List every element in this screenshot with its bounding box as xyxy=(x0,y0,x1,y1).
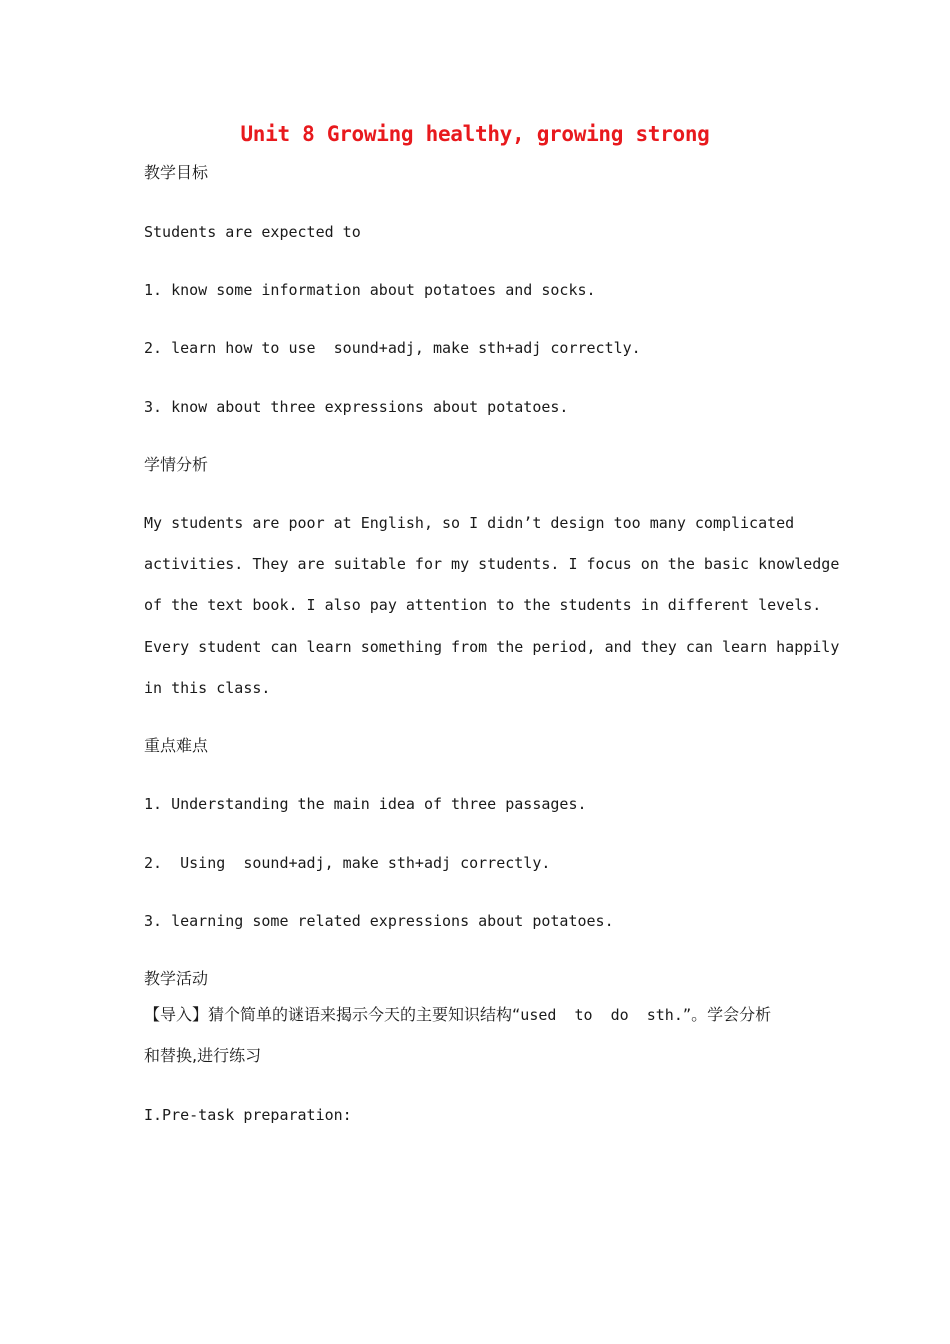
analysis-line: My students are poor at English, so I didn’t design too many complicated xyxy=(144,514,795,532)
analysis-line: of the text book. I also pay attention to the students in different levels. xyxy=(144,596,822,614)
objectives-intro: Students are expected to xyxy=(144,223,361,241)
objectives-heading: 教学目标 xyxy=(144,163,209,182)
key-points-heading: 重点难点 xyxy=(144,736,209,755)
key-point-item: 1. Understanding the main idea of three passages. xyxy=(144,795,587,813)
activities-intro-line2: 和替换,进行练习 xyxy=(144,1046,262,1065)
pre-task-heading: I.Pre-task preparation: xyxy=(144,1106,352,1124)
objective-item: 2. learn how to use sound+adj, make sth+adj correctly. xyxy=(144,339,641,357)
analysis-line: in this class. xyxy=(144,679,271,697)
activities-heading: 教学活动 xyxy=(144,969,209,988)
activities-intro-prefix: 【导入】猜个简单的谜语来揭示今天的主要知识结构“ xyxy=(144,1005,521,1024)
activities-intro-suffix: ”。学会分析 xyxy=(682,1005,772,1024)
key-point-item: 3. learning some related expressions about potatoes. xyxy=(144,912,614,930)
document-title: Unit 8 Growing healthy, growing strong xyxy=(240,122,710,146)
analysis-heading: 学情分析 xyxy=(144,455,209,474)
objective-item: 3. know about three expressions about potatoes. xyxy=(144,398,569,416)
key-point-item: 2. Using sound+adj, make sth+adj correctly. xyxy=(144,854,551,872)
objective-item: 1. know some information about potatoes and socks. xyxy=(144,281,596,299)
activities-intro-code: used to do sth. xyxy=(520,1006,683,1024)
analysis-line: activities. They are suitable for my students. I focus on the basic knowledge xyxy=(144,555,840,573)
activities-intro-line xyxy=(144,1005,771,1025)
analysis-line: Every student can learn something from the period, and they can learn happily xyxy=(144,638,840,656)
